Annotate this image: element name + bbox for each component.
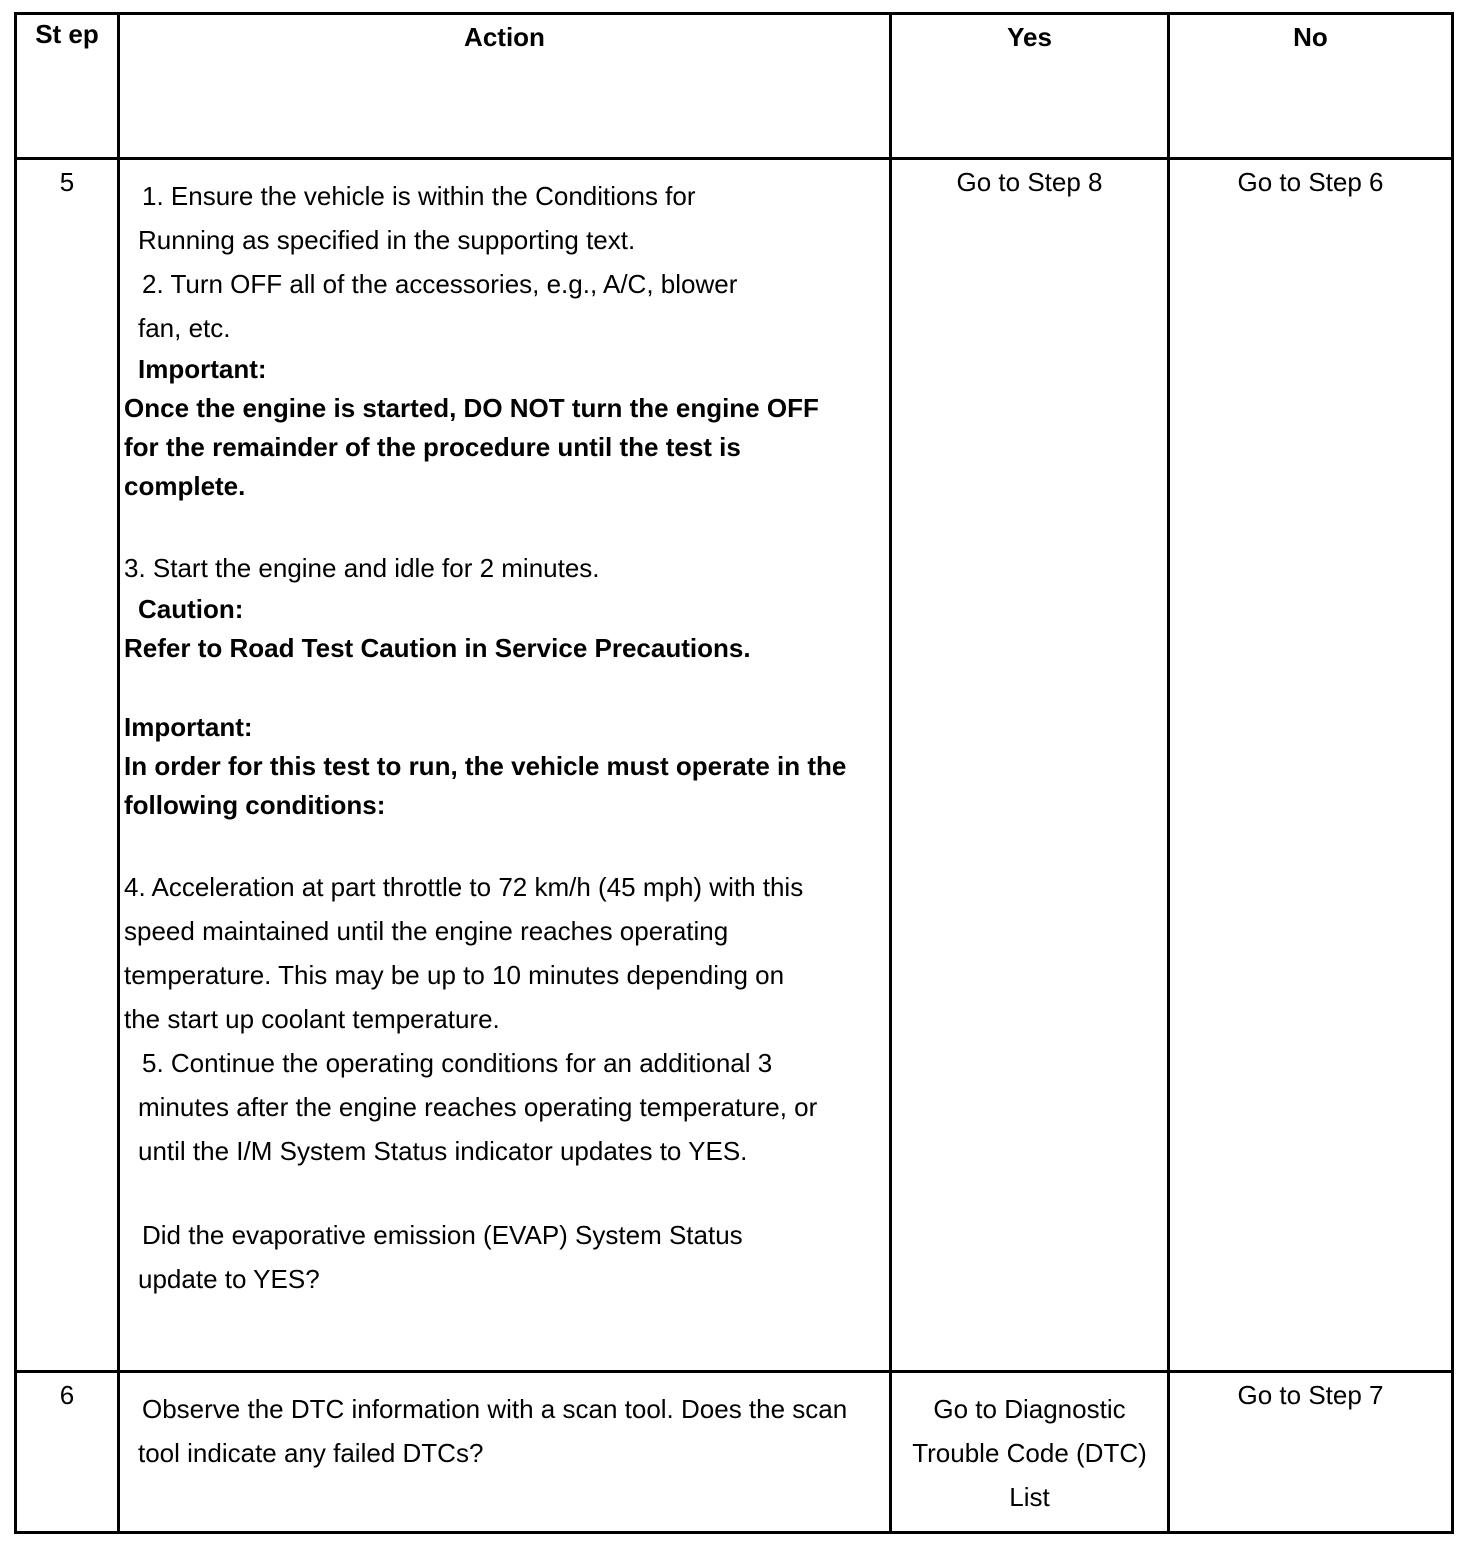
step-number: 6	[16, 1372, 119, 1533]
important-text: In order for this test to run, the vehicle must operate in the following conditions:	[124, 751, 847, 820]
header-row	[16, 14, 1453, 159]
action-cell	[119, 159, 891, 1372]
no-cell	[1169, 159, 1453, 1372]
yes-cell	[891, 1372, 1169, 1533]
no-cell	[1169, 1372, 1453, 1533]
action-question: Observe the DTC information with a scan tool. Does the scan tool indicate any failed DTCs?	[138, 1394, 848, 1468]
table-row	[16, 159, 1453, 1372]
yes-result: Go to Step 8	[956, 167, 1103, 197]
caution-text: Refer to Road Test Caution in Service Precautions.	[124, 633, 751, 663]
no-header-label: No	[1293, 22, 1328, 52]
yes-result: Go to Diagnostic Trouble Code (DTC) List	[912, 1394, 1147, 1512]
action-column-header	[119, 14, 891, 159]
important-label: Important:	[124, 712, 253, 742]
caution-label: Caution:	[138, 594, 244, 624]
action-item-1: 1. Ensure the vehicle is within the Conditions for Running as specified in the supporting text.	[138, 181, 696, 255]
action-question: Did the evaporative emission (EVAP) System Status update to YES?	[138, 1220, 743, 1294]
yes-header-label: Yes	[1007, 22, 1052, 52]
important-text: Once the engine is started, DO NOT turn the engine OFF for the remainder of the procedure until the test is complete.	[124, 393, 819, 501]
yes-cell	[891, 159, 1169, 1372]
diagnostic-table	[14, 12, 1454, 1534]
action-item-4: 4. Acceleration at part throttle to 72 km/h (45 mph) with this speed maintained until the engine reaches operating temperature. This may be up to 10 minutes depending on the start up coolant temperature.	[124, 872, 804, 1034]
action-item-5: 5. Continue the operating conditions for an additional 3 minutes after the engine reaches operating temperature, or until the I/M System Status indicator updates to YES.	[138, 1048, 818, 1166]
yes-column-header	[891, 14, 1169, 159]
no-result: Go to Step 6	[1237, 167, 1384, 197]
action-item-3: 3. Start the engine and idle for 2 minutes.	[124, 553, 600, 583]
action-header-label: Action	[464, 22, 545, 52]
table-row	[16, 1372, 1453, 1533]
no-column-header	[1169, 14, 1453, 159]
important-label: Important:	[138, 354, 267, 384]
step-column-header	[16, 14, 119, 159]
action-item-2: 2. Turn OFF all of the accessories, e.g., A/C, blower fan, etc.	[138, 269, 738, 343]
step-number: 5	[16, 159, 119, 1372]
step-header-label: St ep	[35, 19, 99, 49]
no-result: Go to Step 7	[1237, 1380, 1384, 1410]
action-cell	[119, 1372, 891, 1533]
